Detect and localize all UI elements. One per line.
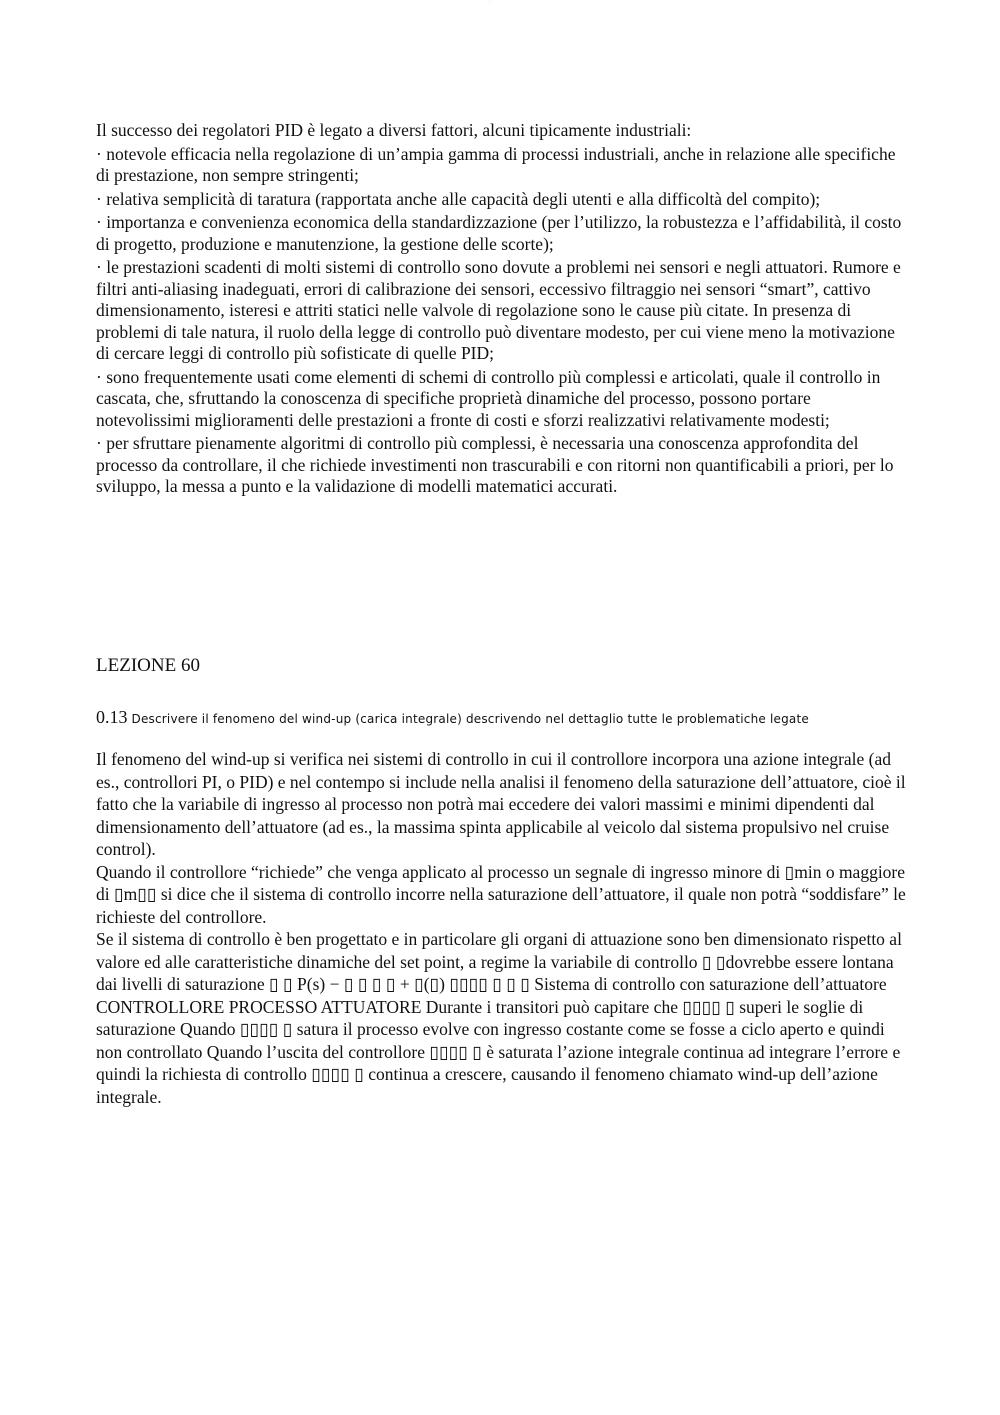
bullet-item: · relativa semplicità di taratura (rapportata anche alle capacità degli utenti e alla difficoltà del compito); bbox=[96, 188, 821, 209]
answer-paragraph: Il fenomeno del wind-up si verifica nei sistemi di controllo in cui il controllore incorpora una azione integrale (ad es., controllori PI, o PID) e nel contempo si include nella analisi il fenomeno della saturazione dell’attuatore, cioè il fatto che la variabile di ingresso al processo non potrà mai eccedere dei valori massimi e minimi dipendenti dal dimensionamento dell’attuatore (ad es., la massima spinta applicabile al veicolo dal sistema propulsivo nel cruise control). bbox=[96, 749, 906, 859]
lesson-title: LEZIONE 60 bbox=[96, 655, 200, 676]
bullet-item: · notevole efficacia nella regolazione di un’ampia gamma di processi industriali, anche in relazione alle specifiche di prestazione, non sempre stringenti; bbox=[96, 143, 896, 185]
answer-paragraph: Se il sistema di controllo è ben progettato e in particolare gli organi di attuazione sono ben dimensionato rispetto al valore ed alle caratteristiche dinamiche del set point, a regime la variabile di controllo ▯ ▯dovrebbe essere lontana dai livelli di saturazione ▯ ▯ P(s) − ▯ ▯ ▯ ▯ + ▯(▯) ▯▯▯▯ ▯ ▯ ▯ Sistema di controllo con saturazione dell’attuatore CONTROLLORE PROCESSO ATTUATORE Durante i transitori può capitare che ▯▯▯▯ ▯ superi le soglie di saturazione Quando ▯▯▯▯ ▯ satura il processo evolve con ingresso costante come se fosse a ciclo aperto e quindi non controllato Quando l’uscita del controllore ▯▯▯▯ ▯ è saturata l’azione integrale continua ad integrare l’errore e quindi la richiesta di controllo ▯▯▯▯ ▯ continua a crescere, causando il fenomeno chiamato wind-up dell’azione integrale. bbox=[96, 929, 902, 1107]
question-heading bbox=[96, 707, 809, 728]
question-number: 0.13 bbox=[96, 707, 128, 727]
intro-section bbox=[96, 120, 908, 500]
answer-section bbox=[96, 748, 908, 1108]
intro-lead: Il successo dei regolatori PID è legato a diversi fattori, alcuni tipicamente industriali: bbox=[96, 120, 692, 140]
answer-paragraph: Quando il controllore “richiede” che venga applicato al processo un segnale di ingresso minore di ▯min o maggiore di ▯m▯▯ si dice che il sistema di controllo incorre nella saturazione dell’attuatore, il quale non potrà “soddisfare” le richieste del controllore. bbox=[96, 861, 906, 927]
bullet-item: · le prestazioni scadenti di molti sistemi di controllo sono dovute a problemi nei sensori e negli attuatori. Rumore e filtri anti-aliasing inadeguati, errori di calibrazione dei sensori, eccessivo filtraggio nei sensori “smart”, cattivo dimensionamento, isteresi e attriti statici nelle valvole di regolazione sono le cause più citate. In presenza di problemi di tale natura, il ruolo della legge di controllo può diventare modesto, per cui viene meno la motivazione di cercare leggi di controllo più sofisticate di quelle PID; bbox=[96, 257, 901, 363]
question-text: Descrivere il fenomeno del wind-up (carica integrale) descrivendo nel dettaglio tutte le problematiche legate bbox=[131, 712, 809, 726]
bullet-item: · per sfruttare pienamente algoritmi di controllo più complessi, è necessaria una conoscenza approfondita del processo da controllare, il che richiede investimenti non trascurabili e con ritorni non quantificabili a priori, per lo sviluppo, la messa a punto e la validazione di modelli matematici accurati. bbox=[96, 433, 894, 496]
header-mark: ··· bbox=[488, 0, 491, 4]
bullet-item: · importanza e convenienza economica della standardizzazione (per l’utilizzo, la robustezza e l’affidabilità, il costo di progetto, produzione e manutenzione, la gestione delle scorte); bbox=[96, 212, 902, 254]
bullet-item: · sono frequentemente usati come elementi di schemi di controllo più complessi e articolati, quale il controllo in cascata, che, sfruttando la conoscenza di specifiche proprietà dinamiche del processo, possono portare notevolissimi miglioramenti delle prestazioni a fronte di costi e sforzi realizzativi relativamente modesti; bbox=[96, 366, 881, 430]
